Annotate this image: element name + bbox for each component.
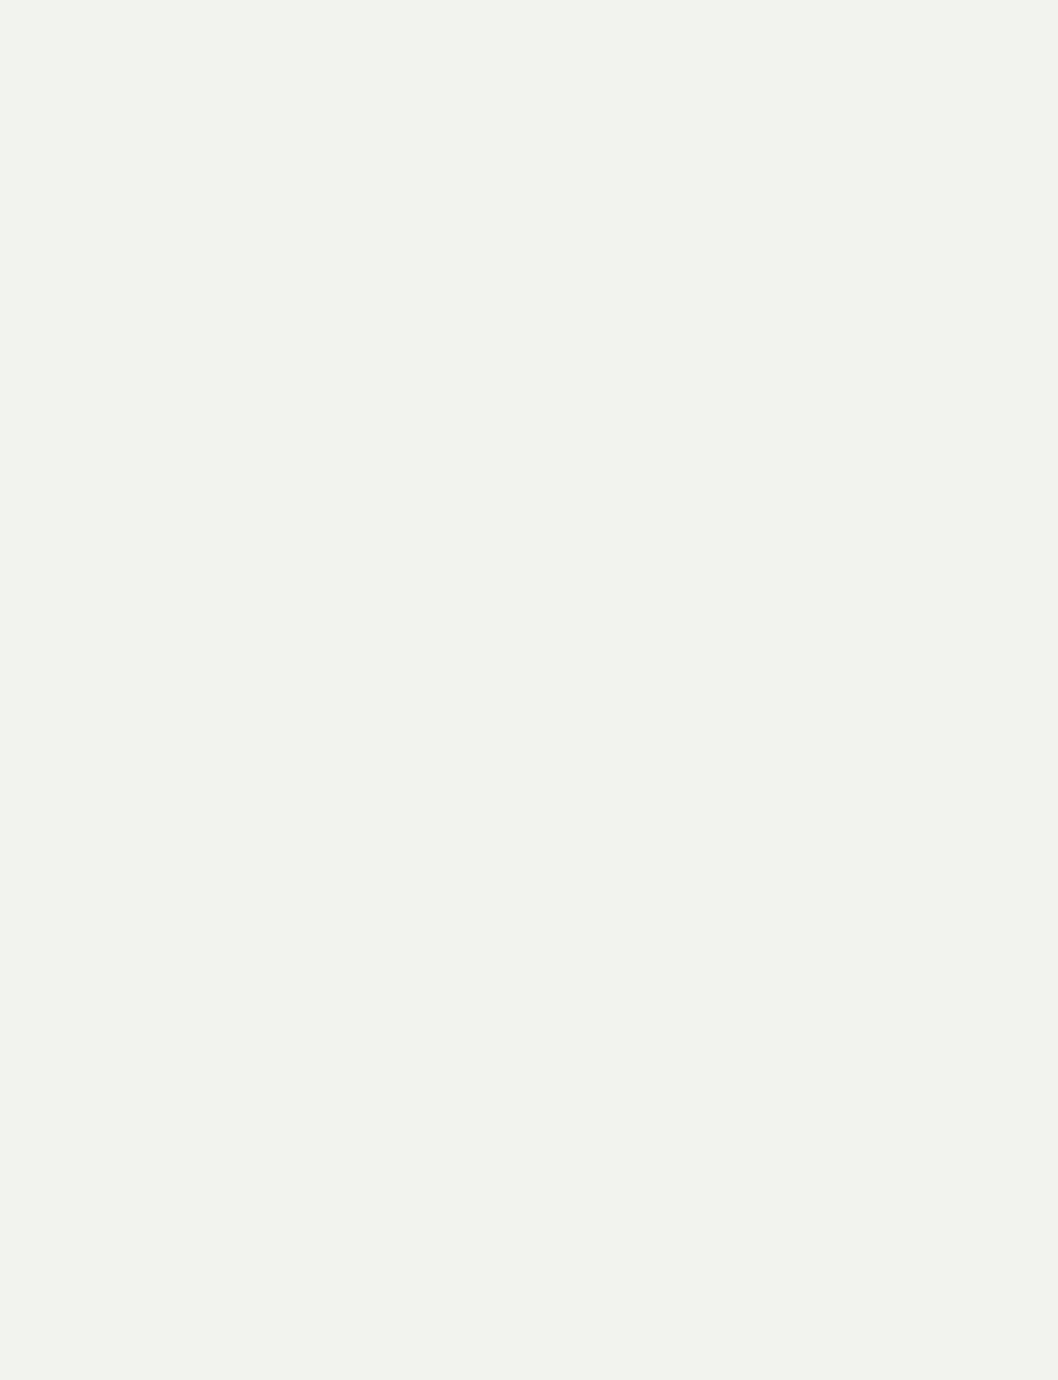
record-table-grid [0, 0, 1058, 1380]
